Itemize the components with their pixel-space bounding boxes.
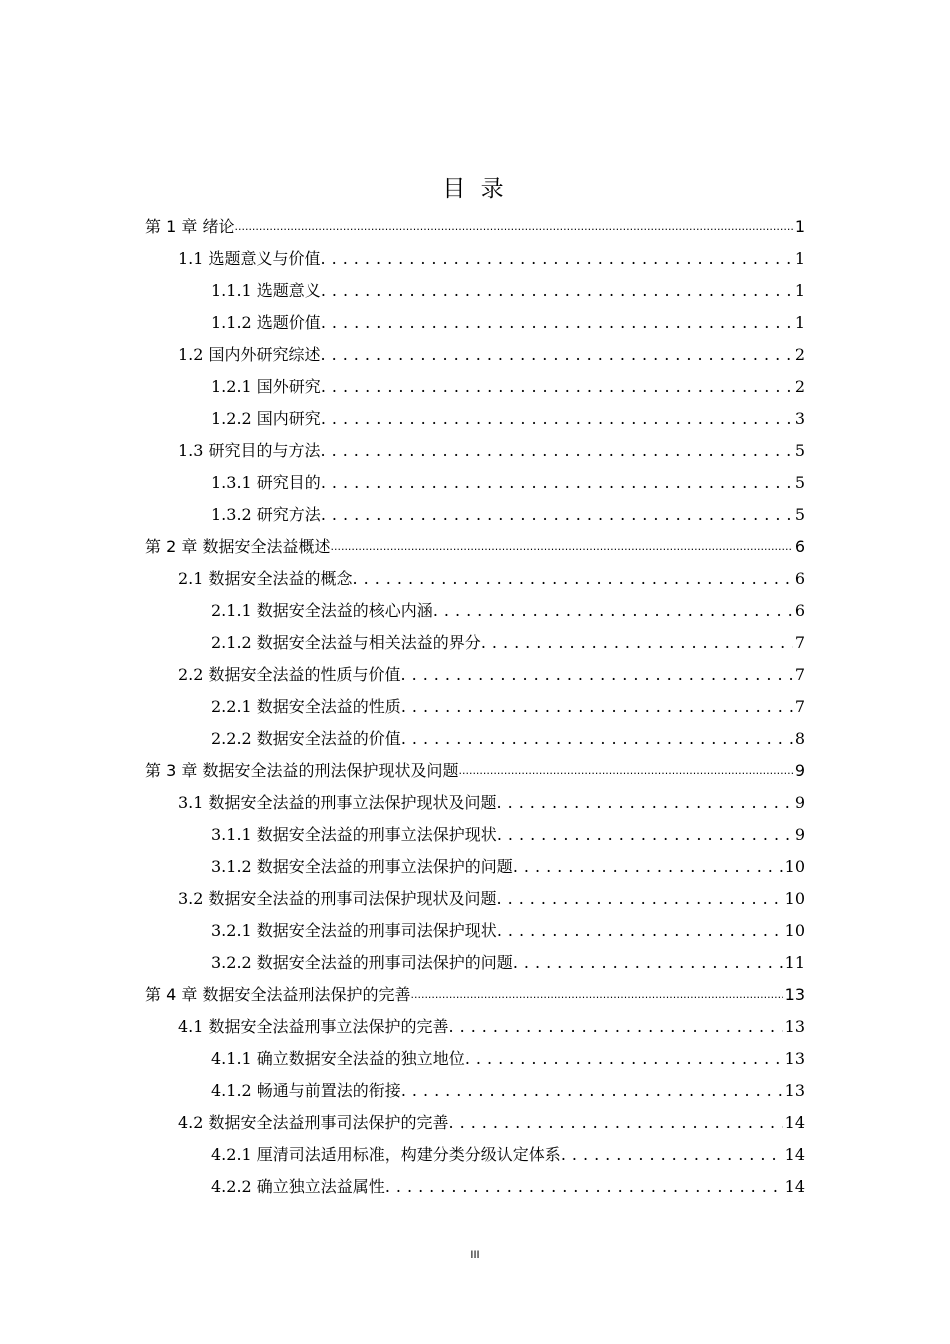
- dot-leader: [401, 697, 793, 717]
- dot-leader: [513, 953, 783, 973]
- dot-leader: [497, 921, 783, 941]
- toc-entry-section[interactable]: [178, 1011, 805, 1037]
- toc-entry-subsection[interactable]: [211, 819, 805, 845]
- toc-entry-page: 1: [794, 249, 805, 268]
- toc-entry-subsection[interactable]: [211, 371, 805, 397]
- toc-entry-chapter-4[interactable]: [145, 979, 805, 1005]
- toc-entry-page: 10: [784, 921, 805, 940]
- toc-entry-label: 第 1 章 绪论: [145, 217, 235, 236]
- toc-entry-page: 6: [794, 601, 805, 620]
- page-number-footer: III: [470, 1249, 480, 1261]
- toc-entry-label: 第 4 章 数据安全法益刑法保护的完善: [145, 985, 411, 1004]
- toc-entry-page: 13: [784, 1017, 805, 1036]
- page-title: 目 录: [442, 176, 508, 202]
- dot-leader: [458, 761, 792, 781]
- toc-entry-subsection[interactable]: [211, 1043, 805, 1069]
- toc-entry-page: 7: [794, 633, 805, 652]
- toc-entry-subsection[interactable]: [211, 595, 805, 621]
- dot-leader: [321, 505, 793, 525]
- toc-entry-subsection[interactable]: [211, 1171, 805, 1197]
- dot-leader: [321, 281, 793, 301]
- toc-entry-subsection[interactable]: [211, 499, 805, 525]
- dot-leader: [497, 889, 783, 909]
- dot-leader: [401, 1081, 783, 1101]
- dot-leader: [353, 569, 793, 589]
- toc-entry-section[interactable]: [178, 787, 805, 813]
- toc-entry-label: 3.2.2 数据安全法益的刑事司法保护的问题: [211, 953, 513, 972]
- toc-entry-page: 3: [794, 409, 805, 428]
- toc-entry-chapter-3[interactable]: [145, 755, 805, 781]
- toc-entry-subsection[interactable]: [211, 627, 805, 653]
- dot-leader: [410, 985, 782, 1005]
- dot-leader: [321, 345, 793, 365]
- toc-entry-subsection[interactable]: [211, 723, 805, 749]
- toc-entry-page: 10: [784, 889, 805, 908]
- dot-leader: [561, 1145, 783, 1165]
- toc-entry-page: 7: [794, 697, 805, 716]
- dot-leader: [401, 729, 793, 749]
- toc-entry-page: 13: [784, 1081, 805, 1100]
- toc-entry-label: 3.1 数据安全法益的刑事立法保护现状及问题: [178, 793, 497, 812]
- toc-entry-label: 1.2.2 国内研究: [211, 409, 321, 428]
- toc-entry-label: 2.2 数据安全法益的性质与价值: [178, 665, 401, 684]
- toc-entry-label: 3.1.1 数据安全法益的刑事立法保护现状: [211, 825, 497, 844]
- toc-entry-page: 9: [794, 825, 805, 844]
- toc-entry-subsection[interactable]: [211, 915, 805, 941]
- toc-entry-label: 1.1.2 选题价值: [211, 313, 321, 332]
- toc-entry-page: 6: [794, 569, 805, 588]
- toc-entry-section[interactable]: [178, 883, 805, 909]
- toc-entry-section[interactable]: [178, 435, 805, 461]
- dot-leader: [481, 633, 793, 653]
- dot-leader: [449, 1113, 783, 1133]
- dot-leader: [321, 441, 793, 461]
- toc-entry-page: 9: [794, 761, 805, 780]
- dot-leader: [321, 377, 793, 397]
- toc-entry-label: 3.2 数据安全法益的刑事司法保护现状及问题: [178, 889, 497, 908]
- toc-entry-page: 14: [784, 1113, 805, 1132]
- dot-leader: [234, 217, 792, 237]
- toc-entry-label: 2.1 数据安全法益的概念: [178, 569, 353, 588]
- dot-leader: [401, 665, 793, 685]
- dot-leader: [497, 825, 793, 845]
- toc-entry-page: 5: [794, 505, 805, 524]
- toc-entry-page: 1: [794, 217, 805, 236]
- toc-entry-label: 4.2 数据安全法益刑事司法保护的完善: [178, 1113, 449, 1132]
- dot-leader: [321, 313, 793, 333]
- toc-entry-subsection[interactable]: [211, 1075, 805, 1101]
- toc-entry-chapter-1[interactable]: [145, 211, 805, 237]
- toc-entry-label: 1.3.2 研究方法: [211, 505, 321, 524]
- toc-entry-label: 1.2.1 国外研究: [211, 377, 321, 396]
- toc-entry-chapter-2[interactable]: [145, 531, 805, 557]
- toc-entry-page: 2: [794, 377, 805, 396]
- dot-leader: [321, 473, 793, 493]
- toc-entry-subsection[interactable]: [211, 467, 805, 493]
- dot-leader: [433, 601, 793, 621]
- toc-entry-label: 2.2.2 数据安全法益的价值: [211, 729, 401, 748]
- toc-entry-label: 1.1 选题意义与价值: [178, 249, 321, 268]
- dot-leader: [497, 793, 793, 813]
- toc-entry-subsection[interactable]: [211, 1139, 805, 1165]
- toc-entry-label: 3.2.1 数据安全法益的刑事司法保护现状: [211, 921, 497, 940]
- toc-entry-label: 4.1 数据安全法益刑事立法保护的完善: [178, 1017, 449, 1036]
- toc-entry-label: 4.1.1 确立数据安全法益的独立地位: [211, 1049, 465, 1068]
- toc-entry-label: 第 2 章 数据安全法益概述: [145, 537, 331, 556]
- toc-entry-page: 13: [784, 1049, 805, 1068]
- toc-entry-page: 8: [794, 729, 805, 748]
- toc-entry-page: 13: [784, 985, 805, 1004]
- dot-leader: [330, 537, 792, 557]
- toc-entry-page: 7: [794, 665, 805, 684]
- toc-entry-subsection[interactable]: [211, 691, 805, 717]
- dot-leader: [385, 1177, 783, 1197]
- toc-entry-label: 4.2.2 确立独立法益属性: [211, 1177, 385, 1196]
- dot-leader: [513, 857, 783, 877]
- toc-entry-subsection[interactable]: [211, 851, 805, 877]
- toc-entry-section[interactable]: [178, 563, 805, 589]
- toc-entry-page: 6: [794, 537, 805, 556]
- toc-entry-page: 1: [794, 281, 805, 300]
- toc-entry-page: 1: [794, 313, 805, 332]
- toc-entry-label: 4.2.1 厘清司法适用标准，构建分类分级认定体系: [211, 1145, 561, 1164]
- toc-entry-page: 14: [784, 1177, 805, 1196]
- toc-entry-page: 2: [794, 345, 805, 364]
- toc-entry-label: 2.1.1 数据安全法益的核心内涵: [211, 601, 433, 620]
- dot-leader: [321, 409, 793, 429]
- toc-entry-subsection[interactable]: [211, 307, 805, 333]
- toc-entry-label: 1.3 研究目的与方法: [178, 441, 321, 460]
- toc-entry-page: 10: [784, 857, 805, 876]
- toc-entry-page: 11: [784, 953, 805, 972]
- toc-entry-section[interactable]: [178, 1107, 805, 1133]
- toc-entry-section[interactable]: [178, 243, 805, 269]
- toc-entry-subsection[interactable]: [211, 947, 805, 973]
- toc-entry-label: 1.3.1 研究目的: [211, 473, 321, 492]
- toc-entry-page: 5: [794, 441, 805, 460]
- toc-entry-page: 9: [794, 793, 805, 812]
- toc-entry-label: 1.2 国内外研究综述: [178, 345, 321, 364]
- toc-entry-label: 4.1.2 畅通与前置法的衔接: [211, 1081, 401, 1100]
- dot-leader: [449, 1017, 783, 1037]
- dot-leader: [465, 1049, 783, 1069]
- toc-entry-label: 3.1.2 数据安全法益的刑事立法保护的问题: [211, 857, 513, 876]
- toc-entry-label: 2.2.1 数据安全法益的性质: [211, 697, 401, 716]
- toc-entry-page: 14: [784, 1145, 805, 1164]
- toc-entry-section[interactable]: [178, 659, 805, 685]
- toc-entry-label: 第 3 章 数据安全法益的刑法保护现状及问题: [145, 761, 459, 780]
- toc-entry-section[interactable]: [178, 339, 805, 365]
- toc-entry-label: 2.1.2 数据安全法益与相关法益的界分: [211, 633, 481, 652]
- toc-entry-subsection[interactable]: [211, 403, 805, 429]
- toc-entry-subsection[interactable]: [211, 275, 805, 301]
- toc-entry-page: 5: [794, 473, 805, 492]
- toc-entry-label: 1.1.1 选题意义: [211, 281, 321, 300]
- dot-leader: [321, 249, 793, 269]
